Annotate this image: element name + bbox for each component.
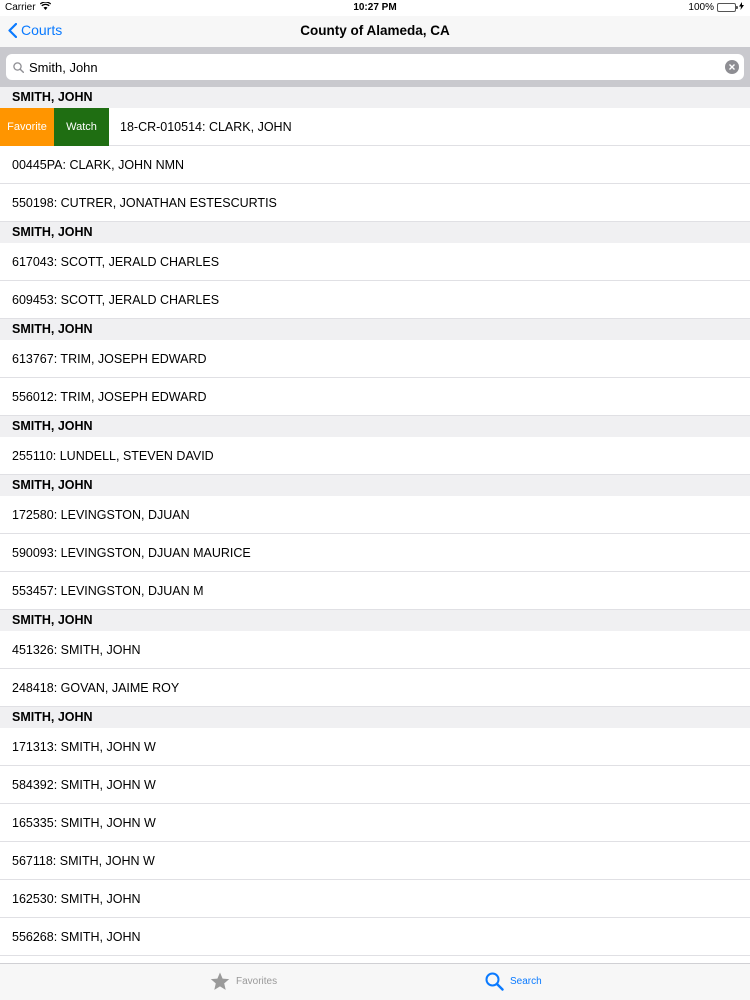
search-bar bbox=[0, 47, 750, 87]
list-item-label: 567118: SMITH, JOHN W bbox=[12, 853, 155, 868]
list-item[interactable] bbox=[0, 842, 750, 880]
search-icon bbox=[13, 62, 24, 73]
list-item-label: 617043: SCOTT, JERALD CHARLES bbox=[12, 254, 220, 269]
watch-action-button[interactable]: Watch bbox=[54, 108, 109, 146]
list-item-label: 584392: SMITH, JOHN W bbox=[12, 777, 156, 792]
section-header: SMITH, JOHN bbox=[0, 87, 750, 108]
section-header: SMITH, JOHN bbox=[0, 475, 750, 496]
list-item[interactable] bbox=[0, 631, 750, 669]
status-time: 10:27 PM bbox=[353, 2, 397, 13]
search-icon bbox=[485, 972, 504, 991]
charging-icon bbox=[739, 2, 744, 13]
list-item[interactable] bbox=[0, 378, 750, 416]
section-header: SMITH, JOHN bbox=[0, 222, 750, 243]
status-bar bbox=[0, 0, 750, 16]
tab-favorites[interactable] bbox=[210, 972, 277, 991]
section-header: SMITH, JOHN bbox=[0, 416, 750, 437]
close-icon bbox=[729, 64, 735, 70]
carrier-label: Carrier bbox=[5, 2, 36, 13]
list-item[interactable] bbox=[0, 108, 750, 146]
list-item-label: 248418: GOVAN, JAIME ROY bbox=[12, 680, 180, 695]
list-item[interactable] bbox=[0, 340, 750, 378]
list-item-label: 162530: SMITH, JOHN bbox=[12, 891, 141, 906]
page-title: County of Alameda, CA bbox=[300, 23, 450, 38]
list-item[interactable] bbox=[0, 146, 750, 184]
list-item[interactable] bbox=[0, 880, 750, 918]
section-header: SMITH, JOHN bbox=[0, 319, 750, 340]
list-item-label: 550198: CUTRER, JONATHAN ESTESCURTIS bbox=[12, 195, 277, 210]
tab-search-label: Search bbox=[510, 976, 542, 987]
list-item-label: 255110: LUNDELL, STEVEN DAVID bbox=[12, 448, 214, 463]
search-input-value: Smith, John bbox=[29, 59, 98, 75]
battery-icon bbox=[717, 3, 736, 12]
results-list bbox=[0, 87, 750, 956]
tab-favorites-label: Favorites bbox=[236, 976, 278, 987]
tab-bar bbox=[0, 963, 750, 1000]
list-item[interactable] bbox=[0, 437, 750, 475]
list-item[interactable] bbox=[0, 766, 750, 804]
list-item-label: 556268: SMITH, JOHN bbox=[12, 929, 141, 944]
list-item-label: 172580: LEVINGSTON, DJUAN bbox=[12, 507, 190, 522]
list-item[interactable] bbox=[0, 669, 750, 707]
list-item-label: 00445PA: CLARK, JOHN NMN bbox=[12, 157, 185, 172]
clear-search-button[interactable] bbox=[725, 60, 739, 74]
list-item-label: 553457: LEVINGSTON, DJUAN M bbox=[12, 583, 204, 598]
list-item-label: 590093: LEVINGSTON, DJUAN MAURICE bbox=[12, 545, 251, 560]
list-item-label: 18-CR-010514: CLARK, JOHN bbox=[120, 119, 292, 134]
section-header: SMITH, JOHN bbox=[0, 610, 750, 631]
list-item[interactable] bbox=[0, 496, 750, 534]
back-button-label: Courts bbox=[21, 22, 63, 38]
list-item-label: 165335: SMITH, JOHN W bbox=[12, 815, 156, 830]
list-item[interactable] bbox=[0, 281, 750, 319]
list-item[interactable] bbox=[0, 572, 750, 610]
list-item[interactable] bbox=[0, 534, 750, 572]
list-item[interactable] bbox=[0, 804, 750, 842]
status-right bbox=[688, 2, 744, 13]
section-header: SMITH, JOHN bbox=[0, 707, 750, 728]
list-item-label: 609453: SCOTT, JERALD CHARLES bbox=[12, 292, 220, 307]
battery-percent: 100% bbox=[688, 2, 714, 13]
search-input[interactable] bbox=[6, 54, 744, 80]
list-item[interactable] bbox=[0, 918, 750, 956]
list-item-label: 171313: SMITH, JOHN W bbox=[12, 739, 156, 754]
list-item[interactable] bbox=[0, 184, 750, 222]
list-item[interactable] bbox=[0, 728, 750, 766]
favorite-action-button[interactable]: Favorite bbox=[0, 108, 54, 146]
list-item-label: 556012: TRIM, JOSEPH EDWARD bbox=[12, 389, 207, 404]
navigation-bar bbox=[0, 16, 750, 47]
list-item-label: 451326: SMITH, JOHN bbox=[12, 642, 141, 657]
list-item[interactable] bbox=[0, 243, 750, 281]
tab-search[interactable] bbox=[485, 972, 542, 991]
star-icon bbox=[210, 972, 230, 991]
list-item-label: 613767: TRIM, JOSEPH EDWARD bbox=[12, 351, 207, 366]
